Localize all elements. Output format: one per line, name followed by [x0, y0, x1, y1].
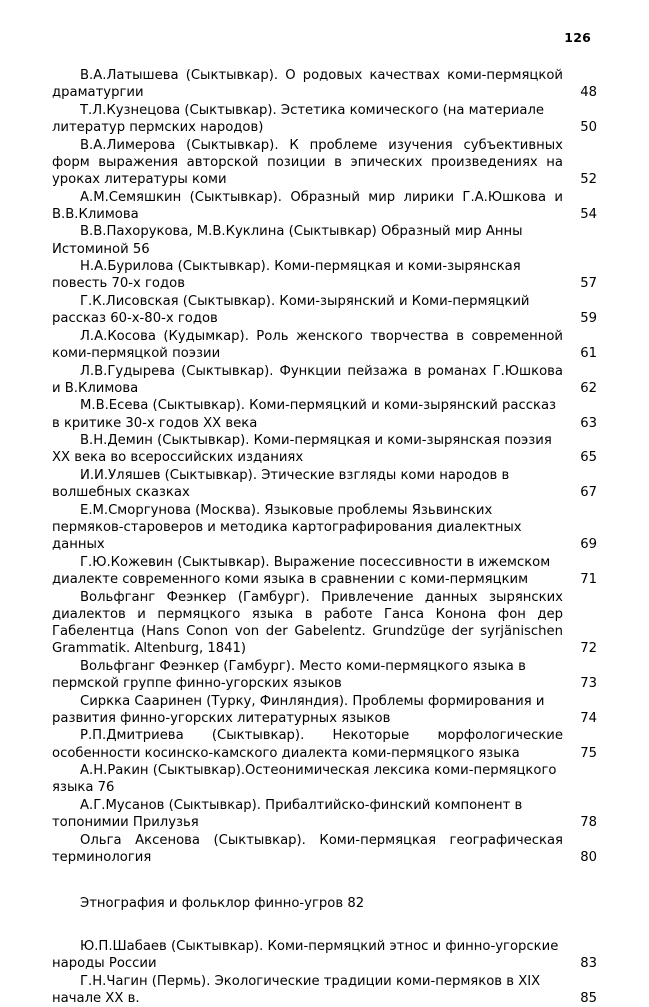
toc-entry-title: И.И.Уляшев (Сыктывкар). Этические взгляды коми народов в волшебных сказках	[52, 468, 510, 501]
toc-entry-page: 83	[580, 955, 597, 971]
page-number: 126	[564, 30, 591, 45]
toc-entry-title: Вольфганг Феэнкер (Гамбург). Привлечение данных зырянских диалектов и пермяцкого языка в работе Ганса Конона фон дер Габелентца (Hans Conon von der Gabelentz. Grundzüge der syrjänischen Grammatik. Altenburg, 1841)	[52, 589, 563, 657]
toc-entry-page: 78	[580, 815, 597, 831]
section-heading-label: Этнография и фольклор финно-угров	[80, 895, 344, 911]
toc-entry	[52, 467, 597, 501]
toc-entry	[52, 432, 597, 466]
toc-entry-page: 75	[580, 745, 597, 761]
toc-entry-page: 63	[580, 415, 597, 431]
toc-entry	[52, 328, 597, 362]
section-heading-page: 82	[347, 895, 365, 911]
toc-entry	[52, 397, 597, 431]
toc-entry	[52, 293, 597, 327]
toc-entry-title: Г.Ю.Кожевин (Сыктывкар). Выражение посессивности в ижемском диалекте современного коми языка в сравнении с коми-пермяцким	[52, 554, 551, 588]
toc-entry	[52, 554, 597, 588]
toc-entry	[52, 762, 597, 796]
toc-entry-title: Р.П.Дмитриева (Сыктывкар). Некоторые морфологические особенности косинско-камского диалекта коми-пермяцкого языка	[52, 728, 563, 761]
toc-entry-page: 65	[580, 450, 597, 466]
toc-entry	[52, 693, 597, 727]
toc-entry-page: 85	[580, 990, 597, 1006]
toc-entry-title: А.М.Семяшкин (Сыктывкар). Образный мир лирики Г.А.Юшкова и В.В.Климова	[52, 189, 563, 222]
toc-entry-page: 73	[580, 675, 597, 691]
toc-entry-title: Вольфганг Феэнкер (Гамбург). Место коми-пермяцкого языка в пермской группе финно-угорских языков	[52, 658, 526, 691]
toc-entry-page: 50	[580, 119, 597, 135]
toc-entry-title: Е.М.Сморгунова (Москва). Языковые проблемы Язьвинских пермяков-староверов и методика картографирования диалектных данных	[52, 502, 522, 553]
toc-entry	[52, 502, 597, 553]
toc-entry-page: 54	[580, 206, 597, 222]
toc-entry	[52, 258, 597, 292]
toc-entry-page: 52	[580, 171, 597, 187]
toc-entry-page: 61	[580, 346, 597, 361]
toc-entry	[52, 589, 597, 658]
toc-entry	[52, 223, 597, 257]
toc-entry-page: 71	[580, 572, 597, 588]
toc-entry-title: В.А.Латышева (Сыктывкар). О родовых качествах коми-пермяцкой драматургии	[52, 68, 563, 101]
toc-entry	[52, 973, 597, 1007]
toc-entry-title: М.В.Есева (Сыктывкар). Коми-пермяцкий и коми-зырянский рассказ в критике 30-х годов XX века	[52, 398, 557, 431]
toc-entry	[52, 797, 597, 831]
toc-entry-page: 67	[580, 485, 597, 501]
toc-entry-title: В.А.Лимерова (Сыктывкар). К проблеме изучения субъективных форм выражения авторской позиции в эпических произведениях на уроках литературы коми	[52, 137, 563, 187]
toc-entry-title: Г.К.Лисовская (Сыктывкар). Коми-зырянский и Коми-пермяцкий рассказ 60-х-80-х годов	[52, 294, 530, 327]
section-heading	[52, 896, 597, 911]
table-of-contents	[52, 67, 597, 1007]
toc-entry-page: 72	[580, 641, 597, 657]
toc-entry-title: Ольга Аксенова (Сыктывкар). Коми-пермяцкая географическая терминология	[52, 832, 563, 866]
toc-entry-title: Ю.П.Шабаев (Сыктывкар). Коми-пермяцкий этнос и финно-угорские народы России	[52, 938, 559, 971]
toc-entry-page: 57	[580, 276, 597, 292]
toc-entry	[52, 658, 597, 692]
toc-entry-title: Т.Л.Кузнецова (Сыктывкар). Эстетика комического (на материале литератур пермских народов)	[52, 102, 545, 135]
toc-entry	[52, 67, 597, 101]
toc-entry	[52, 727, 597, 761]
toc-entry	[52, 137, 597, 188]
toc-entry-page: 80	[580, 850, 597, 866]
toc-entry	[52, 189, 597, 223]
toc-entry-title: В.В.Пахорукова, М.В.Куклина (Сыктывкар) Образный мир Анны Истоминой 56	[52, 224, 523, 257]
toc-entry-page: 74	[580, 710, 597, 726]
toc-entry-title: А.Н.Ракин (Сыктывкар).Остеонимическая лексика коми-пермяцкого языка 76	[52, 763, 557, 796]
toc-entry	[52, 832, 597, 866]
toc-entry-page: 69	[580, 537, 597, 553]
toc-entry	[52, 102, 597, 136]
toc-entry-page: 59	[580, 311, 597, 327]
toc-entry-title: Л.В.Гудырева (Сыктывкар). Функции пейзажа в романах Г.Юшкова и В.Климова	[52, 363, 563, 396]
toc-entry	[52, 938, 597, 972]
toc-entry-page: 62	[580, 380, 597, 396]
toc-entry-title: Л.А.Косова (Кудымкар). Роль женского творчества в современной коми-пермяцкой поэзии	[52, 328, 563, 361]
toc-entry-title: Сиркка Сааринен (Турку, Финляндия). Проблемы формирования и развития финно-угорских литературных языков	[52, 693, 545, 726]
toc-entry-title: В.Н.Демин (Сыктывкар). Коми-пермяцкая и коми-зырянская поэзия XX века во всероссийских изданиях	[52, 433, 552, 466]
toc-entry-title: Г.Н.Чагин (Пермь). Экологические традиции коми-пермяков в XIX начале XX в.	[52, 973, 541, 1006]
toc-entry-page: 48	[580, 85, 597, 101]
toc-entry-title: А.Г.Мусанов (Сыктывкар). Прибалтийско-финский компонент в топонимии Прилузья	[52, 798, 523, 831]
toc-entry	[52, 363, 597, 397]
toc-entry-title: Н.А.Бурилова (Сыктывкар). Коми-пермяцкая и коми-зырянская повесть 70-х годов	[52, 259, 521, 292]
